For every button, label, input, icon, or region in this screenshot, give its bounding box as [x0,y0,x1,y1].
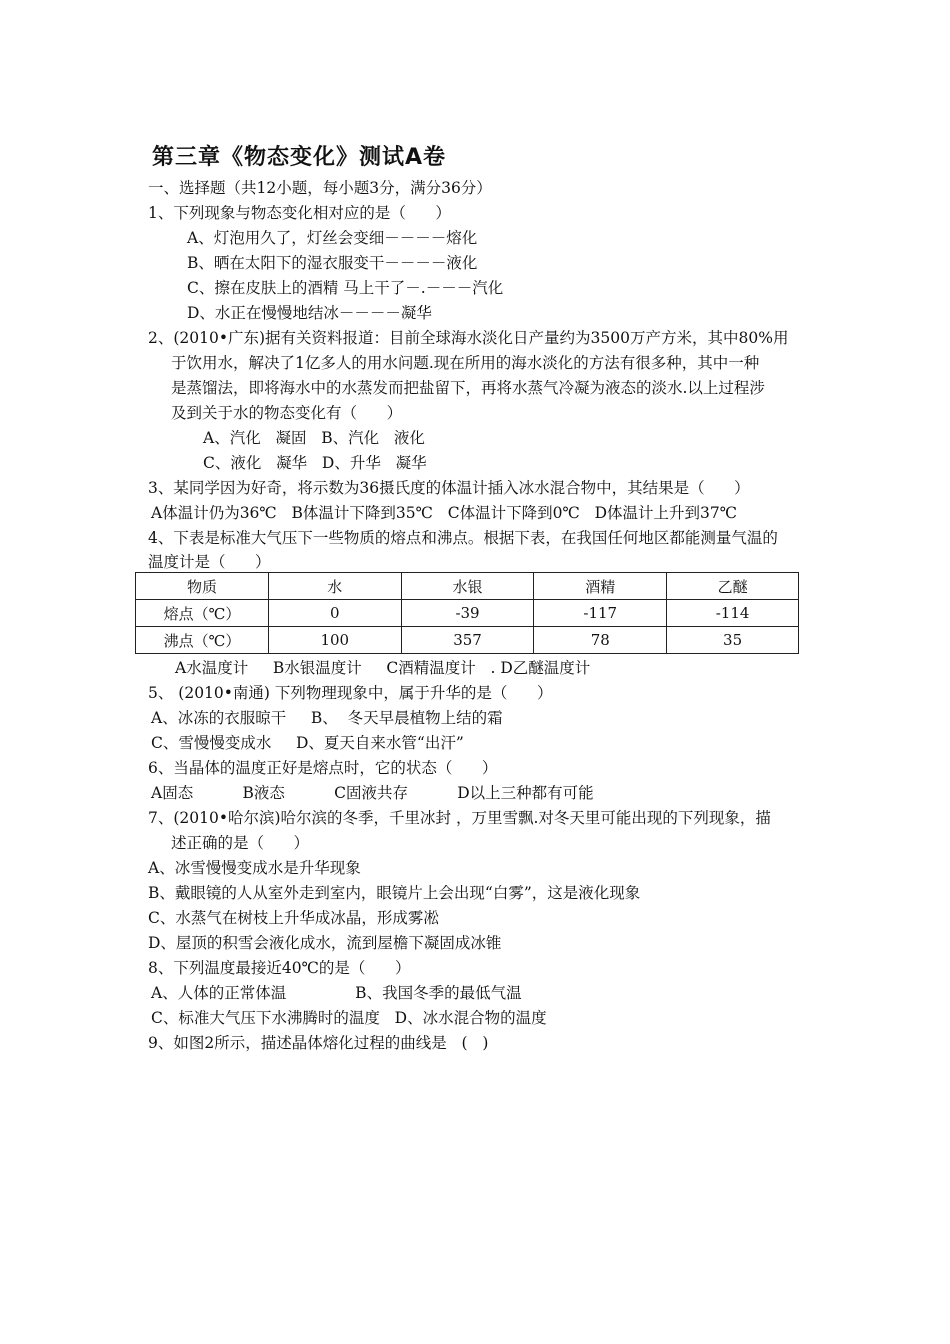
q5-stem: 5、 (2010•南通) 下列物理现象中，属于升华的是（ ） [148,684,553,702]
table-cell: -39 [401,600,534,627]
q5-options-2: C、雪慢慢变成水 D、夏天自来水管“出汗” [151,734,464,752]
table-header-cell: 乙醚 [667,573,799,600]
q2-line-2: 于饮用水，解决了1亿多人的用水问题.现在所用的海水淡化的方法有很多种，其中一种 [171,354,760,372]
q2-options-2: C、液化 凝华 D、升华 凝华 [203,454,427,472]
table-cell: 35 [667,627,799,654]
q4-line-2: 温度计是（ ） [148,553,271,571]
table-cell: 沸点（℃） [136,627,269,654]
q8-stem: 8、下列温度最接近40℃的是（ ） [148,959,411,977]
q7-option-b: B、戴眼镜的人从室外走到室内，眼镜片上会出现“白雾”，这是液化现象 [148,884,641,902]
table-cell: 熔点（℃） [136,600,269,627]
q5-options-1: A、冰冻的衣服晾干 B、 冬天早晨植物上结的霜 [151,709,503,727]
table-cell: 357 [401,627,534,654]
q7-line-1: 7、(2010•哈尔滨)哈尔滨的冬季，千里冰封 ，万里雪飘.对冬天里可能出现的下列现象，描 [148,809,771,827]
page-title: 第三章《物态变化》测试A卷 [152,145,447,170]
table-header-cell: 酒精 [534,573,667,600]
table-cell: -117 [534,600,667,627]
table-cell: 100 [268,627,401,654]
q1-option-b: B、晒在太阳下的湿衣服变干－－－－液化 [187,254,478,272]
q2-line-3: 是蒸馏法，即将海水中的水蒸发而把盐留下，再将水蒸气冷凝为液态的淡水.以上过程涉 [171,379,765,397]
table-cell: 78 [534,627,667,654]
table-header-cell: 水 [268,573,401,600]
section-heading: 一、选择题（共12小题，每小题3分，满分36分） [148,179,492,197]
q8-options-1: A、人体的正常体温 B、我国冬季的最低气温 [151,984,522,1002]
q8-options-2: C、标准大气压下水沸腾时的温度 D、冰水混合物的温度 [151,1009,547,1027]
q3-options: A体温计仍为36℃ B体温计下降到35℃ C体温计下降到0℃ D体温计上升到37℃ [151,504,738,522]
table-header-row [136,573,799,600]
table-header-cell: 物质 [136,573,269,600]
q7-option-d: D、屋顶的积雪会液化成水，流到屋檐下凝固成冰锥 [148,934,502,952]
q2-line-1: 2、(2010•广东)据有关资料报道：目前全球海水淡化日产量约为3500万产方米，其中80%用 [148,329,789,347]
q6-stem: 6、当晶体的温度正好是熔点时，它的状态（ ） [148,759,498,777]
melting-boiling-table [135,572,799,654]
q3-stem: 3、某同学因为好奇，将示数为36摄氏度的体温计插入冰水混合物中，其结果是（ ） [148,479,750,497]
q7-option-a: A、冰雪慢慢变成水是升华现象 [148,859,361,877]
q4-options: A水温度计 B水银温度计 C酒精温度计 . D乙醚温度计 [175,659,591,677]
q2-options-1: A、汽化 凝固 B、汽化 液化 [203,429,425,447]
table-cell: -114 [667,600,799,627]
table-header-cell: 水银 [401,573,534,600]
q1-option-c: C、擦在皮肤上的酒精 马上干了－.－－－汽化 [187,279,504,297]
table-row [136,600,799,627]
q2-line-4: 及到关于水的物态变化有（ ） [171,404,403,422]
table-row [136,627,799,654]
q7-option-c: C、水蒸气在树枝上升华成冰晶，形成雾凇 [148,909,439,927]
q1-option-a: A、灯泡用久了，灯丝会变细－－－－熔化 [187,229,478,247]
q1-option-d: D、水正在慢慢地结冰－－－－凝华 [187,304,432,322]
q9-stem: 9、如图2所示，描述晶体熔化过程的曲线是 ( ) [148,1034,489,1052]
q1-stem: 1、下列现象与物态变化相对应的是（ ） [148,204,451,222]
q4-line-1: 4、下表是标准大气压下一些物质的熔点和沸点。根据下表，在我国任何地区都能测量气温的 [148,529,778,547]
table-cell: 0 [268,600,401,627]
q7-line-2: 述正确的是（ ） [171,834,310,852]
q6-options: A固态 B液态 C固液共存 D以上三种都有可能 [151,784,594,802]
